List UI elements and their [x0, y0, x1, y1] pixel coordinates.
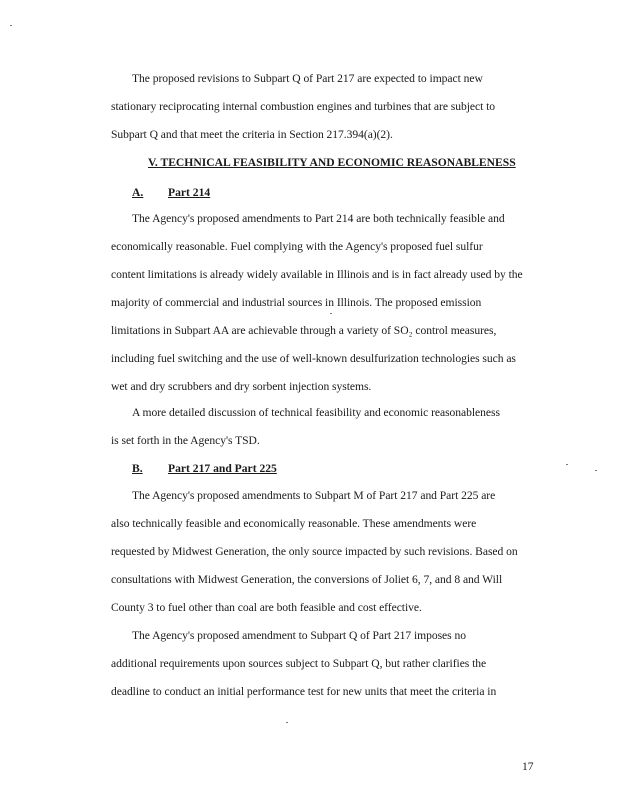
- text-line: wet and dry scrubbers and dry sorbent injection systems.: [111, 380, 372, 393]
- text-line: including fuel switching and the use of well-known desulfurization technologies such as: [111, 352, 516, 365]
- subsection-heading-a: [132, 186, 210, 200]
- scan-speck: [330, 313, 332, 314]
- page-number: 17: [522, 760, 534, 773]
- section-heading: V. TECHNICAL FEASIBILITY AND ECONOMIC REASONABLENESS: [148, 156, 516, 169]
- text-line: requested by Midwest Generation, the only source impacted by such revisions. Based on: [111, 545, 518, 558]
- scan-speck: [286, 722, 288, 723]
- subsection-title: Part 217 and Part 225: [168, 462, 277, 475]
- subsection-number: B.: [132, 462, 143, 475]
- scan-speck: [595, 470, 597, 471]
- text-line: content limitations is already widely available in Illinois and is in fact already used by the: [111, 268, 523, 281]
- text-line: The Agency's proposed amendments to Subpart M of Part 217 and Part 225 are: [132, 489, 496, 502]
- scan-speck: [566, 464, 568, 465]
- text-line: economically reasonable. Fuel complying with the Agency's proposed fuel sulfur: [111, 240, 483, 253]
- text-line: The proposed revisions to Subpart Q of Part 217 are expected to impact new: [132, 72, 483, 85]
- text-line: stationary reciprocating internal combustion engines and turbines that are subject to: [111, 100, 496, 113]
- text-line: additional requirements upon sources subject to Subpart Q, but rather clarifies the: [111, 657, 487, 670]
- subsection-title: Part 214: [168, 186, 211, 199]
- text-line: The Agency's proposed amendment to Subpart Q of Part 217 imposes no: [132, 629, 466, 642]
- scan-speck: [10, 25, 12, 26]
- subsection-number: A.: [132, 186, 144, 199]
- text-line: The Agency's proposed amendments to Part 214 are both technically feasible and: [132, 212, 505, 225]
- text-line: consultations with Midwest Generation, the conversions of Joliet 6, 7, and 8 and Will: [111, 573, 503, 586]
- text-line: A more detailed discussion of technical feasibility and economic reasonableness: [132, 406, 500, 419]
- text-line: Subpart Q and that meet the criteria in Section 217.394(a)(2).: [111, 128, 393, 141]
- text-line: majority of commercial and industrial sources in Illinois. The proposed emission: [111, 296, 482, 309]
- subsection-heading-b: [132, 462, 277, 476]
- text-line: limitations in Subpart AA are achievable through a variety of SO₂ control measures,: [111, 324, 497, 337]
- text-line: deadline to conduct an initial performance test for new units that meet the criteria in: [111, 685, 497, 698]
- text-line: also technically feasible and economically reasonable. These amendments were: [111, 517, 477, 530]
- text-line: is set forth in the Agency's TSD.: [111, 434, 260, 447]
- text-line: County 3 to fuel other than coal are both feasible and cost effective.: [111, 601, 422, 614]
